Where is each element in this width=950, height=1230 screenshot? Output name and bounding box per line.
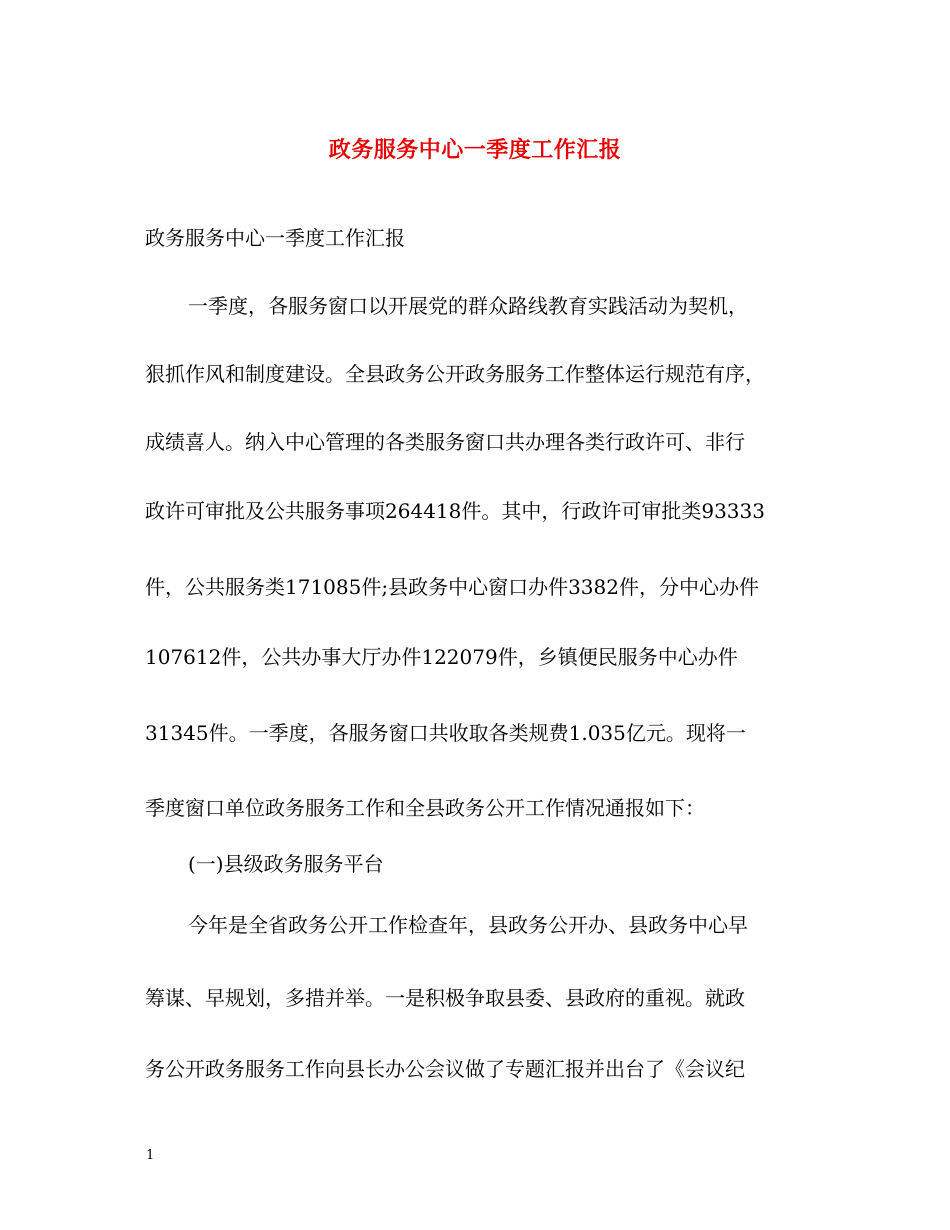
paragraph-line: 成绩喜人。纳入中心管理的各类服务窗口共办理各类行政许可、非行 [145, 430, 745, 454]
paragraph-line: 件，公共服务类171085件;县政务中心窗口办件3382件，分中心办件 [145, 575, 759, 599]
section-heading: (一)县级政务服务平台 [188, 852, 384, 876]
paragraph-line: 107612件，公共办事大厅办件122079件，乡镇便民服务中心办件 [145, 645, 738, 669]
paragraph-line: 一季度，各服务窗口以开展党的群众路线教育实践活动为契机， [188, 294, 748, 318]
paragraph-line: 筹谋、早规划，多措并举。一是积极争取县委、县政府的重视。就政 [145, 986, 745, 1010]
paragraph-line: 政许可审批及公共服务事项264418件。其中，行政许可审批类93333 [145, 499, 765, 523]
paragraph-line: 季度窗口单位政务服务工作和全县政务公开工作情况通报如下： [145, 796, 705, 820]
paragraph-line: 今年是全省政务公开工作检查年，县政务公开办、县政务中心早 [188, 913, 748, 937]
paragraph-line: 务公开政务服务工作向县长办公会议做了专题汇报并出台了《会议纪 [145, 1057, 745, 1081]
document-title: 政务服务中心一季度工作汇报 [328, 137, 622, 163]
body-heading: 政务服务中心一季度工作汇报 [145, 226, 405, 250]
page-number: 1 [146, 1148, 155, 1163]
paragraph-line: 31345件。一季度，各服务窗口共收取各类规费1.035亿元。现将一 [145, 721, 746, 745]
paragraph-line: 狠抓作风和制度建设。全县政务公开政务服务工作整体运行规范有序， [145, 362, 765, 386]
